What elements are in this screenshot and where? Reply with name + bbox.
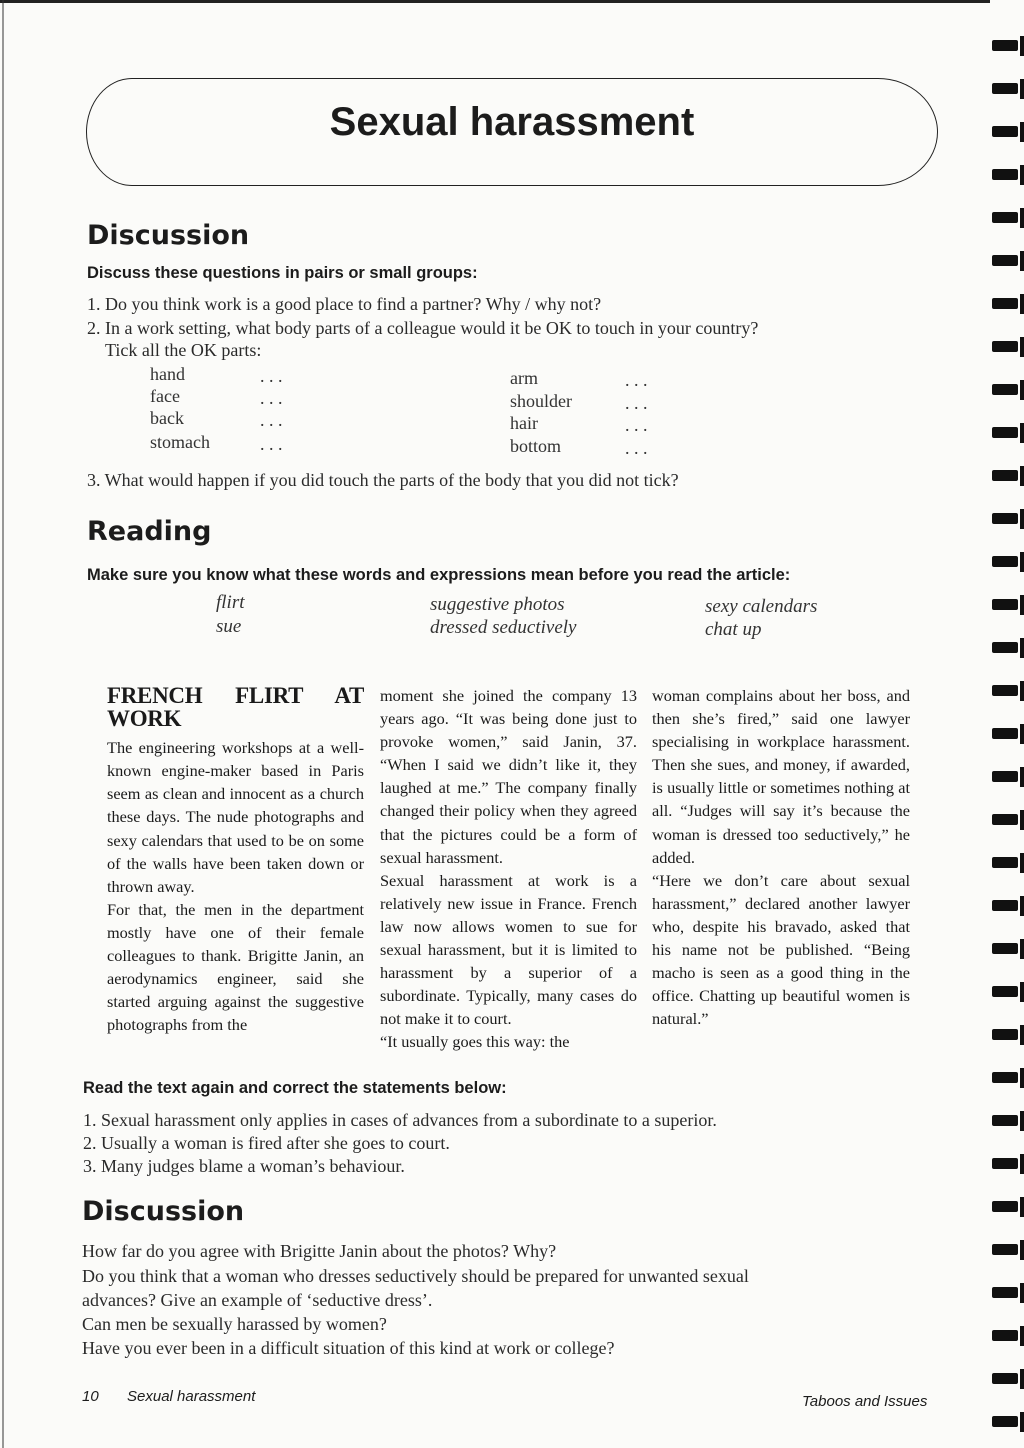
spiral-ring xyxy=(992,1158,1018,1169)
spiral-ring xyxy=(992,427,1018,438)
spiral-ring xyxy=(992,255,1018,266)
article-column-3 xyxy=(652,684,910,1030)
spiral-ring xyxy=(992,212,1018,223)
article-paragraph: The engineering workshops at a well-known engine-maker based in Paris seem as clean and innocent as a church these days. The nude photographs and sexy calendars that used to be on some of the walls have been taken down or thrown away. xyxy=(107,738,364,896)
spiral-ring xyxy=(992,1373,1018,1384)
spiral-ring xyxy=(992,685,1018,696)
spiral-ring xyxy=(992,1072,1018,1083)
vocab-item: chat up xyxy=(705,619,762,640)
spiral-ring xyxy=(992,40,1018,51)
spiral-ring xyxy=(992,857,1018,868)
article-title: FRENCH FLIRT AT WORK xyxy=(107,683,364,732)
spiral-ring xyxy=(992,1029,1018,1040)
spiral-ring xyxy=(992,814,1018,825)
spiral-ring xyxy=(992,126,1018,137)
article-column-2 xyxy=(380,684,637,1054)
discussion-heading: Discussion xyxy=(87,220,250,251)
body-part-item: bottom xyxy=(510,436,562,456)
article-paragraph: moment she joined the company 13 years ago. “It was being done just to provoke women,” said Janin, 37. “When I said we didn’t like it, they laughed at me.” The company finally changed their policy when they agreed that the pictures could be a form of sexual harassment. xyxy=(380,686,637,867)
article-paragraph: Sexual harassment at work is a relatively new issue in France. French law now allows women to sue for sexual harassment, but it is limited to harassment by a superior of a subordinate. Typically, many cases do not make it to court. xyxy=(380,870,637,1029)
discussion-2-line: How far do you agree with Brigitte Janin about the photos? Why? xyxy=(82,1241,557,1261)
question-3: 3. What would happen if you did touch the parts of the body that you did not tick? xyxy=(87,470,679,490)
body-parts-list xyxy=(150,364,690,460)
tick-dots: . . . xyxy=(625,393,648,413)
body-part-item: hair xyxy=(510,413,538,433)
footer-book-title: Taboos and Issues xyxy=(802,1393,928,1410)
discussion-2-line: Do you think that a woman who dresses seductively should be prepared for unwanted sexual xyxy=(82,1266,749,1286)
body-part-item: hand xyxy=(150,364,185,384)
tick-dots: . . . xyxy=(260,388,283,408)
body-part-item: stomach xyxy=(150,432,210,452)
page-number: 10 xyxy=(82,1388,99,1405)
tick-dots: . . . xyxy=(260,434,283,454)
spiral-ring xyxy=(992,728,1018,739)
article-paragraph: “Here we don’t care about sexual harassment,” declared another lawyer who, despite his bravado, asked that his name not be published. “Being macho is seen as a good thing in the office. Chatting up beautiful women is natural.” xyxy=(652,870,910,1029)
question-2-tick-instruction: Tick all the OK parts: xyxy=(105,340,262,360)
body-part-item: face xyxy=(150,386,180,406)
spiral-ring xyxy=(992,1244,1018,1255)
spiral-ring xyxy=(992,298,1018,309)
footer-section: Sexual harassment xyxy=(127,1388,256,1405)
article-column-1 xyxy=(107,684,364,1036)
spiral-ring xyxy=(992,384,1018,395)
spiral-ring xyxy=(992,169,1018,180)
tick-dots: . . . xyxy=(260,366,283,386)
statement-3: 3. Many judges blame a woman’s behaviour. xyxy=(83,1156,405,1176)
spiral-binding xyxy=(984,40,1024,1440)
spiral-ring xyxy=(992,1416,1018,1427)
question-2: 2. In a work setting, what body parts of a colleague would it be OK to touch in your country? xyxy=(87,318,759,338)
discussion-2-line: advances? Give an example of ‘seductive dress’. xyxy=(82,1290,433,1310)
question-1: 1. Do you think work is a good place to find a partner? Why / why not? xyxy=(87,294,602,314)
spiral-ring xyxy=(992,556,1018,567)
discussion-2-line: Can men be sexually harassed by women? xyxy=(82,1314,387,1334)
top-edge-line xyxy=(0,0,990,3)
article-paragraph: “It usually goes this way: the xyxy=(380,1032,570,1052)
vocab-item: flirt xyxy=(216,592,245,613)
spiral-ring xyxy=(992,341,1018,352)
tick-dots: . . . xyxy=(625,438,648,458)
vocab-item: sexy calendars xyxy=(705,596,818,617)
discussion-2-line: Have you ever been in a difficult situation of this kind at work or college? xyxy=(82,1338,615,1358)
spiral-ring xyxy=(992,642,1018,653)
spiral-ring xyxy=(992,1115,1018,1126)
correct-instruction: Read the text again and correct the statements below: xyxy=(83,1079,507,1097)
spiral-ring xyxy=(992,1330,1018,1341)
discussion-2-heading: Discussion xyxy=(82,1196,245,1227)
vocab-item: sue xyxy=(216,616,242,637)
spiral-ring xyxy=(992,599,1018,610)
tick-dots: . . . xyxy=(625,370,648,390)
spiral-ring xyxy=(992,1287,1018,1298)
spiral-ring xyxy=(992,943,1018,954)
reading-instruction: Make sure you know what these words and expressions mean before you read the article: xyxy=(87,566,791,584)
statement-1: 1. Sexual harassment only applies in cases of advances from a subordinate to a superior. xyxy=(83,1110,717,1130)
spiral-ring xyxy=(992,83,1018,94)
reading-heading: Reading xyxy=(87,516,212,547)
spiral-ring xyxy=(992,986,1018,997)
vocab-item: suggestive photos xyxy=(430,594,565,615)
body-part-item: back xyxy=(150,408,184,428)
spiral-ring xyxy=(992,900,1018,911)
spiral-ring xyxy=(992,1201,1018,1212)
statement-2: 2. Usually a woman is fired after she goes to court. xyxy=(83,1133,450,1153)
discussion-instruction: Discuss these questions in pairs or small groups: xyxy=(87,264,478,282)
body-part-item: arm xyxy=(510,368,538,388)
body-part-item: shoulder xyxy=(510,391,572,411)
spiral-ring xyxy=(992,470,1018,481)
tick-dots: . . . xyxy=(260,410,283,430)
page-title: Sexual harassment xyxy=(329,100,695,144)
article-paragraph: woman complains about her boss, and then she’s fired,” said one lawyer specialising in workplace harassment. Then she sues, and money, if awarded, is usually little or sometimes nothing at all. “Judges will say it’s because the woman is dressed too seductively,” he added. xyxy=(652,686,910,867)
spiral-ring xyxy=(992,513,1018,524)
spiral-ring xyxy=(992,771,1018,782)
tick-dots: . . . xyxy=(625,415,648,435)
vocab-item: dressed seductively xyxy=(430,617,577,638)
left-edge-line xyxy=(2,0,4,1448)
article-paragraph: For that, the men in the department mostly have one of their female colleagues to thank. Brigitte Janin, an aerodynamics engineer, said she started arguing against the suggestive photographs from the xyxy=(107,899,364,1035)
